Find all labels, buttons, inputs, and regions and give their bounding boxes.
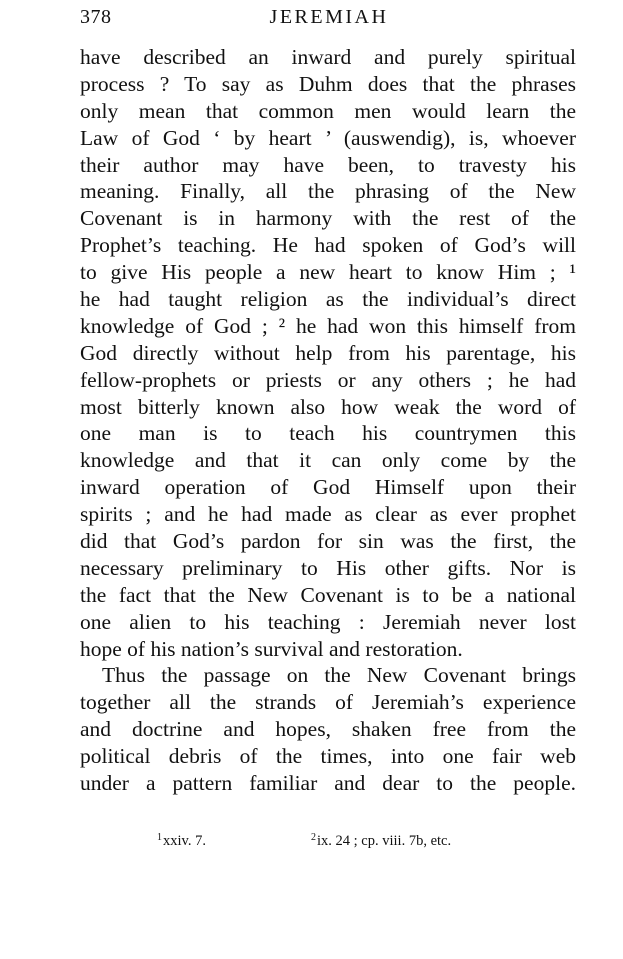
text-line: most bitterly known also how weak the word of [80,394,576,419]
page-header [80,6,578,32]
footnote-marker: 2 [311,832,316,843]
text-line: God directly without help from his parentage, his [80,340,576,365]
text-line: Law of God ‘ by heart ’ (auswendig), is, whoever [80,125,576,150]
text-line: political debris of the times, into one fair web [80,744,576,769]
footnote-text: xxiv. 7. [163,833,206,849]
text-line: process ? To say as Duhm does that the phrases [80,71,576,96]
text-line: to give His people a new heart to know Him ; ¹ [80,260,576,285]
text-line: meaning. Finally, all the phrasing of the New [80,179,576,204]
text-line: one man is to teach his countrymen this [80,421,576,446]
footnote-text: ix. 24 ; cp. viii. 7b, etc. [317,833,452,849]
text-line: necessary preliminary to His other gifts. Nor is [80,555,576,580]
text-line: inward operation of God Himself upon their [80,475,576,500]
running-head: JEREMIAH [269,6,389,28]
text-line: under a pattern familiar and dear to the people. [80,771,576,796]
footnote-marker: 1 [157,832,162,843]
text-line: fellow-prophets or priests or any others ; he had [80,367,576,392]
text-line: one alien to his teaching : Jeremiah never lost [80,609,576,634]
text-line: only mean that common men would learn the [80,98,576,123]
text-line: their author may have been, to travesty his [80,152,576,177]
footnote [157,832,206,850]
paragraph-last-line: hope of his nation’s survival and restoration. [80,636,463,661]
text-line: Covenant is in harmony with the rest of the [80,206,576,231]
text-line: did that God’s pardon for sin was the first, the [80,529,576,554]
text-line: the fact that the New Covenant is to be a national [80,582,576,607]
text-line: he had taught religion as the individual’s direct [80,287,576,312]
text-line: knowledge of God ; ² he had won this himself from [80,313,576,338]
body-text [80,44,576,797]
footnote [311,832,451,850]
paragraph-first-line: Thus the passage on the New Covenant brings [102,663,576,688]
text-line: knowledge and that it can only come by the [80,448,576,473]
text-line: spirits ; and he had made as clear as ever prophet [80,502,576,527]
page-number: 378 [80,6,112,28]
text-line: Prophet’s teaching. He had spoken of God’s will [80,233,576,258]
text-line: and doctrine and hopes, shaken free from the [80,717,576,742]
text-line: have described an inward and purely spiritual [80,45,576,69]
footnotes [80,832,576,856]
text-line: together all the strands of Jeremiah’s experience [80,690,576,715]
